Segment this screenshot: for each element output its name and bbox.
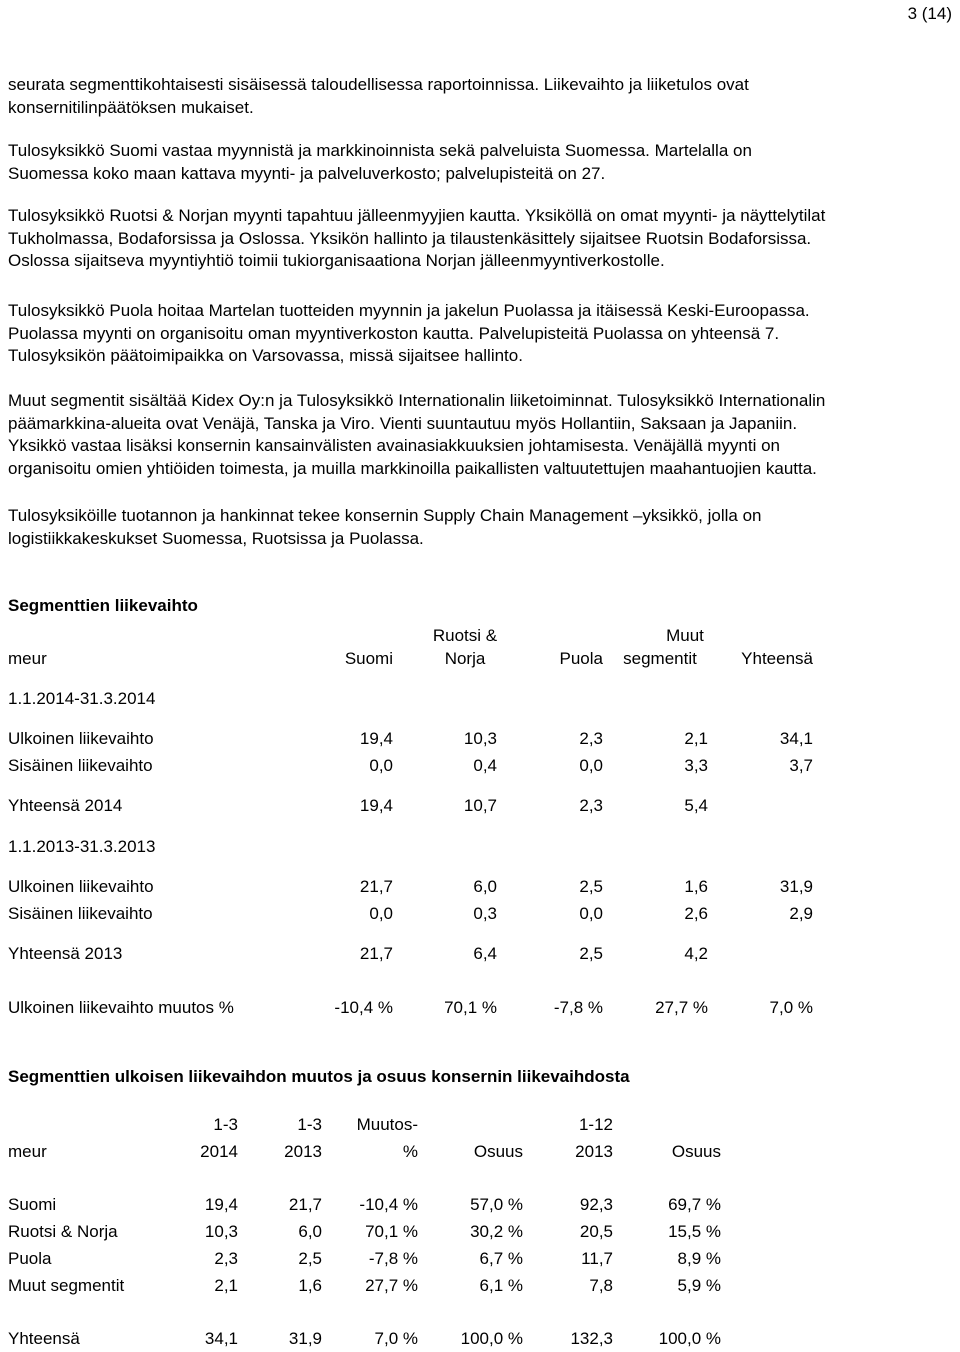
table1-cell: 3,7 [789,756,813,775]
table2-cell: 34,1 [204,1329,238,1348]
table2-row-label: Muut segmentit [8,1276,125,1295]
table1-cell: 31,9 [779,877,813,896]
table1-header-meur: meur [8,649,47,668]
table1-cell: 6,0 [473,877,497,896]
paragraph-other-segments [8,390,958,480]
table2-cell: 2,3 [214,1249,238,1268]
paragraph-segment-reporting [8,74,958,119]
text-line: organisoitu omien yhtiöiden toimesta, ja muilla markkinoilla paikallisten valtuutettujen maahantuojien kautta. [8,458,817,478]
text-line: logistiikkakeskukset Suomessa, Ruotsissa ja Puolassa. [8,528,424,548]
paragraph-finland [8,140,958,185]
table1-row-label: Sisäinen liikevaihto [8,756,153,775]
table1-cell: 21,7 [359,944,393,963]
table1-cell: 19,4 [359,729,393,748]
table1-header-muut-bottom: segmentit [623,649,697,668]
text-line: Tulosyksikkö Ruotsi & Norjan myynti tapahtuu jälleenmyyjien kautta. Yksiköllä on omat myynti- ja näyttelytilat [8,206,826,225]
table1-row-label: Ulkoinen liikevaihto muutos % [8,998,234,1017]
table1-header-ruotsi-bottom: Norja [444,649,486,668]
table2-row-label: Suomi [8,1195,57,1214]
table2-row-label: Yhteensä [8,1329,80,1348]
table1-cell: 34,1 [779,729,813,748]
table2-cell: 1,6 [298,1276,322,1295]
table2-cell: 31,9 [288,1329,322,1348]
table2-row-label: Ruotsi & Norja [8,1222,118,1241]
table1-row-label: Yhteensä 2014 [8,796,123,815]
table1-cell: 5,4 [684,796,708,815]
table1-row-label: Sisäinen liikevaihto [8,904,153,923]
table1-header-muut-top: Muut [666,626,704,645]
text-line: Yksikkö vastaa lisäksi konsernin kansainvälisten avainasiakkuuksien johtamisesta. Venäjällä myynti on [8,436,781,455]
table2-cell: 2,1 [214,1276,238,1295]
table2-cell: 7,8 [589,1276,613,1295]
table1-cell: 3,3 [684,756,708,775]
table1-row-label: Ulkoinen liikevaihto [8,729,154,748]
table1-row-label: 1.1.2013-31.3.2013 [8,837,156,856]
table2-cell: 10,3 [204,1222,238,1241]
table2-header-c3-top: Muutos- [356,1115,418,1134]
text-line: Muut segmentit sisältää Kidex Oy:n ja Tulosyksikkö Internationalin liiketoiminnat. Tulosyksikkö Internationalin [8,391,826,410]
text-line: seurata segmenttikohtaisesti sisäisessä taloudellisessa raportoinnissa. Liikevaihto ja liiketulos ovat [8,75,749,94]
table1-row-label: 1.1.2014-31.3.2014 [8,689,156,708]
table2-cell: 70,1 % [365,1222,418,1241]
text-line: Tulosyksikkö Puola hoitaa Martelan tuotteiden myynnin ja jakelun Puolassa ja itäisessä Keski-Euroopassa. [8,301,810,320]
text-line: Oslossa sijaitseva myyntiyhtiö toimii tukiorganisaationa Norjan jälleenmyyntiverkostolle. [8,251,665,270]
text-line: päämarkkina-alueita ovat Venäjä, Tanska ja Viro. Vienti suuntautuu myös Hollantiin, Saksaan ja Japaniin. [8,413,798,433]
table2-cell: 11,7 [581,1249,613,1268]
table2-row-label: Puola [8,1249,52,1268]
table2-cell: 132,3 [570,1329,613,1348]
text-line: Tulosyksikön päätoimipaikka on Varsovassa, missä sijaitsee hallinto. [8,346,523,365]
table2-cell: 92,3 [579,1195,613,1214]
paragraph-poland [8,300,958,368]
paragraph-supply-chain [8,505,958,550]
table1-cell: 0,0 [579,756,603,775]
table2-header-c5-top: 1-12 [578,1115,613,1134]
table2-header-c2-top: 1-3 [297,1115,322,1134]
table1-cell: 10,3 [463,729,497,748]
page-number: 3 (14) [907,4,952,23]
table2-cell: 7,0 % [374,1329,418,1348]
table2-cell: 21,7 [288,1195,322,1214]
table1-cell: 2,1 [684,729,708,748]
text-line: Tulosyksikkö Suomi vastaa myynnistä ja markkinoinnista sekä palveluista Suomessa. Martelalla on [8,141,752,160]
table2-cell: 69,7 % [668,1195,721,1214]
table1-cell: 0,4 [473,756,497,775]
table2-cell: -7,8 % [368,1249,418,1268]
table2-cell: 5,9 % [677,1276,721,1295]
table2-cell: 30,2 % [470,1222,523,1241]
table2-header-c6-bottom: Osuus [671,1142,721,1161]
table1-cell: 4,2 [684,944,708,963]
table2-cell: 20,5 [579,1222,613,1241]
text-line: konsernitilinpäätöksen mukaiset. [8,97,254,117]
table1-cell: 2,3 [579,729,603,748]
table1-cell: 7,0 % [769,998,813,1017]
table2-header-c4-bottom: Osuus [473,1142,523,1161]
table1-cell: 0,0 [579,904,603,923]
table2-cell: 15,5 % [668,1222,721,1241]
text-line: Puolassa myynti on organisoitu oman myyntiverkoston kautta. Palvelupisteitä Puolassa on yhteensä 7. [8,323,780,343]
table1-cell: 2,5 [579,877,603,896]
table2-cell: 8,9 % [677,1249,721,1268]
table2-cell: 19,4 [204,1195,238,1214]
table1-cell: -7,8 % [553,998,603,1017]
table2-cell: 6,1 % [479,1276,523,1295]
table1-cell: 21,7 [359,877,393,896]
table1-cell: 1,6 [684,877,708,896]
table2-heading: Segmenttien ulkoisen liikevaihdon muutos ja osuus konsernin liikevaihdosta [8,1067,630,1086]
text-line: Tukholmassa, Bodaforsissa ja Oslossa. Yksikön hallinto ja tilaustenkäsittely sijaitsee Ruotsin Bodaforsissa. [8,228,812,248]
table1-cell: 2,9 [789,904,813,923]
table2-header-c1-bottom: 2014 [200,1142,238,1161]
table1-cell: 0,3 [473,904,497,923]
text-line: Tulosyksiköille tuotannon ja hankinnat tekee konsernin Supply Chain Management –yksikkö, jolla on [8,506,762,525]
table2-header-c3-bottom: % [402,1142,418,1161]
table2-header-c2-bottom: 2013 [284,1142,322,1161]
table1-cell: 0,0 [369,904,393,923]
table2-cell: 6,7 % [479,1249,523,1268]
table2-header-c1-top: 1-3 [213,1115,238,1134]
table1-header-ruotsi-top: Ruotsi & [432,626,498,645]
table2-header-c5-bottom: 2013 [575,1142,613,1161]
table2-cell: 57,0 % [470,1195,523,1214]
table1-cell: 70,1 % [444,998,497,1017]
table1-cell: 6,4 [473,944,497,963]
table2-header-meur: meur [8,1142,47,1161]
table2-cell: -10,4 % [359,1195,418,1214]
table1-header-puola: Puola [559,649,603,668]
table2-cell: 6,0 [298,1222,322,1241]
table1-cell: 2,6 [684,904,708,923]
table1-heading: Segmenttien liikevaihto [8,596,198,615]
table1-cell: 2,3 [579,796,603,815]
table1-cell: -10,4 % [334,998,393,1017]
table1-cell: 0,0 [369,756,393,775]
text-line: Suomessa koko maan kattava myynti- ja palveluverkosto; palvelupisteitä on 27. [8,163,606,183]
table1-row-label: Yhteensä 2013 [8,944,123,963]
table2-cell: 27,7 % [365,1276,418,1295]
table1-header-suomi: Suomi [344,649,393,668]
table2-cell: 2,5 [298,1249,322,1268]
table2-cell: 100,0 % [658,1329,721,1348]
table1-cell: 19,4 [359,796,393,815]
table1-cell: 10,7 [463,796,497,815]
paragraph-sweden-norway [8,205,958,273]
table2-cell: 100,0 % [460,1329,523,1348]
table1-row-label: Ulkoinen liikevaihto [8,877,154,896]
table1-cell: 2,5 [579,944,603,963]
table1-header-yhteensa: Yhteensä [741,649,813,668]
table1-cell: 27,7 % [655,998,708,1017]
